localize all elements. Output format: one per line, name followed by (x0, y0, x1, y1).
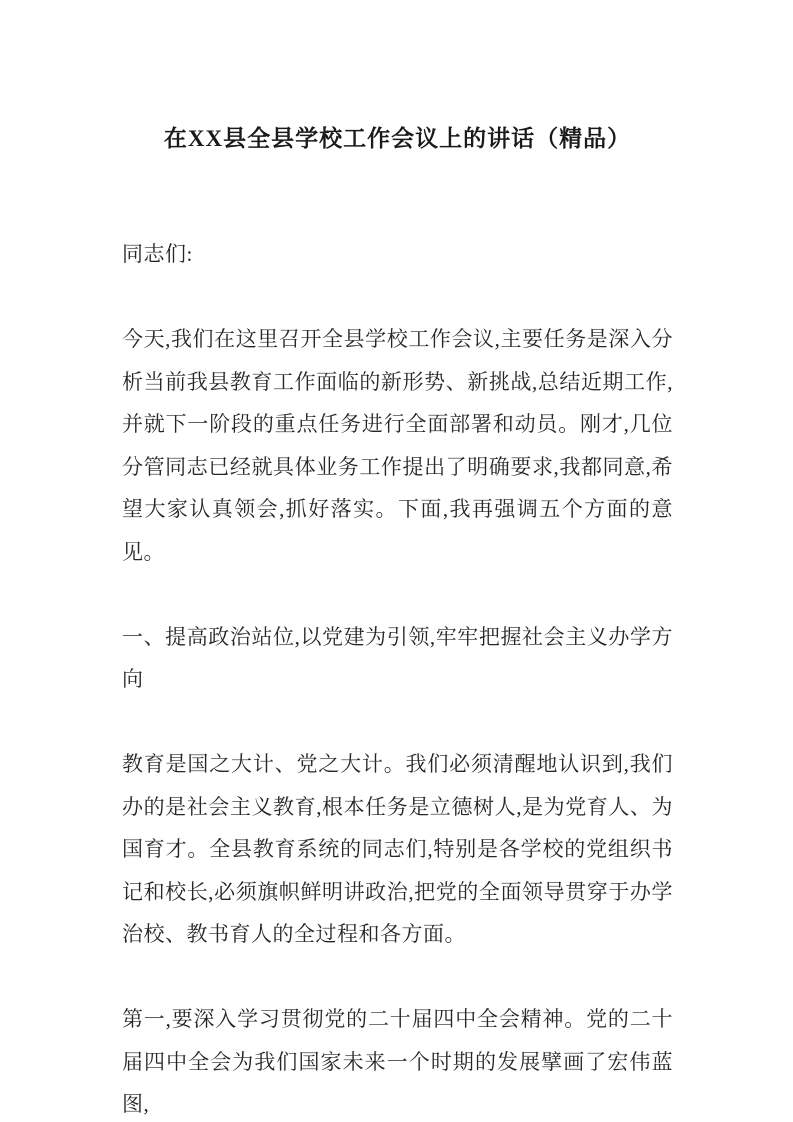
paragraph-section-heading: 一、提高政治站位,以党建为引领,牢牢把握社会主义办学方向 (122, 624, 673, 691)
paragraph-point-one: 第一,要深入学习贯彻党的二十届四中全会精神。党的二十届四中全会为我们国家未来一个时期的发展擘画了宏伟蓝图, (122, 1007, 673, 1116)
paragraph-intro: 今天,我们在这里召开全县学校工作会议,主要任务是深入分析当前我县教育工作面临的新形势、新挑战,总结近期工作,并就下一阶段的重点任务进行全面部署和动员。刚才,几位分管同志已经就具体业务工作提出了明确要求,我都同意,希望大家认真领会,抓好落实。下面,我再强调五个方面的意见。 (122, 327, 673, 564)
document-title: 在XX县全县学校工作会议上的讲话（精品） (163, 126, 632, 151)
paragraph-body: 教育是国之大计、党之大计。我们必须清醒地认识到,我们办的是社会主义教育,根本任务是立德树人,是为党育人、为国育才。全县教育系统的同志们,特别是各学校的党组织书记和校长,必须旗帜鲜明讲政治,把党的全面领导贯穿于办学治校、教书育人的全过程和各方面。 (122, 752, 673, 946)
document-content (122, 118, 673, 1122)
paragraph-salutation: 同志们: (122, 242, 193, 266)
